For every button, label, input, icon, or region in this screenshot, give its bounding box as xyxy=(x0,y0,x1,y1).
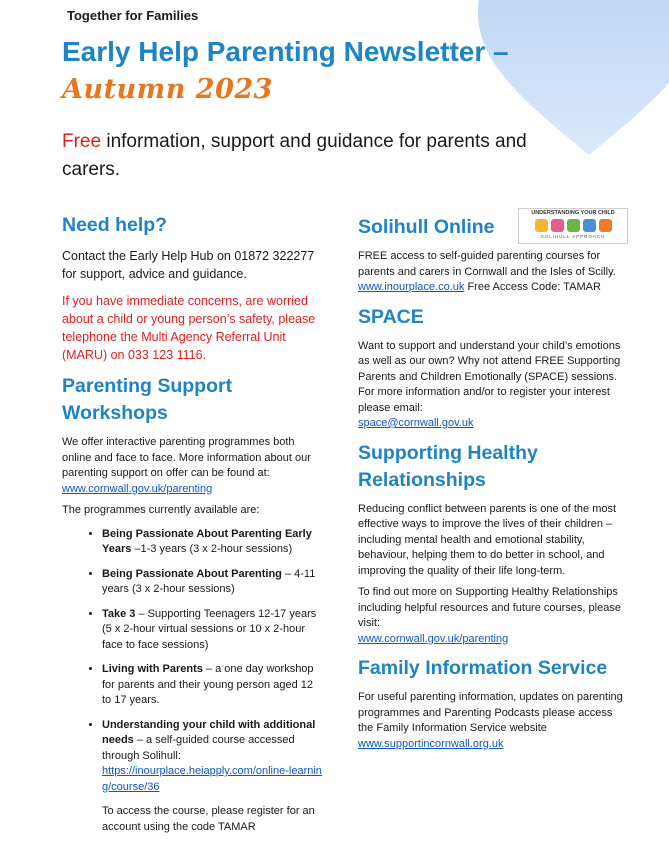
programme-detail: – a one day workshop for parents and their young person aged 12 to 17 years. xyxy=(102,663,314,706)
space-desc: Want to support and understand your child’s emotions as well as our own? Why not attend FREE Supporting Parents and Children Emotionally (SPACE) sessions. For more information and/or to register your interest please email: xyxy=(358,339,621,414)
space-text xyxy=(358,339,628,432)
list-item xyxy=(102,662,324,709)
space-section xyxy=(358,304,628,432)
workshops-heading: Parenting Support Workshops xyxy=(62,375,233,424)
need-help-contact: Contact the Early Help Hub on 01872 322277 for support, advice and guidance. xyxy=(62,249,315,281)
programme-title: Understanding your child with additional needs xyxy=(102,718,316,746)
inourplace-link[interactable]: www.inourplace.co.uk xyxy=(358,281,465,293)
newsletter-title: Early Help Parenting Newsletter – xyxy=(62,36,509,67)
relationships-section xyxy=(358,440,628,648)
programme-title: Living with Parents xyxy=(102,663,203,675)
relationships-desc: To find out more on Supporting Healthy Relationships including helpful resources and future courses, please visit: xyxy=(358,586,621,629)
tagline xyxy=(62,128,582,184)
solihull-course-link[interactable]: https://inourplace.heiapply.com/online-learning/course/36 xyxy=(102,765,322,793)
solihull-section xyxy=(358,208,628,296)
newsletter-subtitle: Autumn 2023 xyxy=(62,74,273,105)
fis-desc: For useful parenting information, updates on parenting programmes and Parenting Podcasts please access the Family Information Service website xyxy=(358,691,623,734)
solihull-code: Free Access Code: TAMAR xyxy=(464,281,601,293)
programme-detail: –1-3 years (3 x 2-hour sessions) xyxy=(131,543,293,555)
programmes-intro: The programmes currently available are: xyxy=(62,504,260,516)
programme-detail: – Supporting Teenagers 12-17 years (5 x 2-hour virtual sessions or 10 x 2-hour face to face sessions) xyxy=(102,607,317,651)
left-column xyxy=(62,212,324,841)
access-note: To access the course, please register for an account using the code TAMAR xyxy=(102,805,315,833)
right-column xyxy=(358,208,628,758)
solihull-desc: FREE access to self-guided parenting courses for parents and carers in Cornwall and the Isles of Scilly. xyxy=(358,250,616,278)
fis-heading: Family Information Service xyxy=(358,657,608,679)
programmes-list xyxy=(62,527,324,796)
list-item xyxy=(102,718,324,796)
relationships-text-2 xyxy=(358,585,628,647)
relationships-heading: Supporting Healthy Relationships xyxy=(358,441,538,491)
list-item xyxy=(102,567,324,598)
workshops-section xyxy=(62,373,324,835)
fis-link[interactable]: www.supportincornwall.org.uk xyxy=(358,737,504,750)
fis-section xyxy=(358,655,628,752)
list-item xyxy=(102,607,324,654)
relationships-link[interactable]: www.cornwall.gov.uk/parenting xyxy=(358,632,509,645)
workshops-intro xyxy=(62,435,324,497)
logo-bottom-text: SOLIHULL APPROACH xyxy=(540,234,606,239)
list-item xyxy=(102,527,324,558)
programme-detail: – a self-guided course accessed through Solihull: xyxy=(102,734,295,762)
tagline-rest: information, support and guidance for parents and carers. xyxy=(62,131,527,180)
relationships-text-1: Reducing conflict between parents is one of the most effective ways to improve the lives of their children – including mental health and emotional stability, behaviour, helping them to do better in school, and improving the quality of their life long-term. xyxy=(358,502,617,577)
maru-alert: If you have immediate concerns, are worried about a child or young person’s safety, please telephone the Multi Agency Referral Unit (MARU) on 033 123 1116. xyxy=(62,294,316,362)
space-heading: SPACE xyxy=(358,305,424,328)
logo-faces-icon xyxy=(535,219,612,232)
organisation-name: Together for Families xyxy=(67,8,199,23)
space-email-link[interactable]: space@cornwall.gov.uk xyxy=(358,417,474,429)
fis-text xyxy=(358,690,628,752)
programme-detail: – 4-11 years (3 x 2-hour sessions) xyxy=(102,567,316,595)
workshops-intro-text: We offer interactive parenting programmes both online and face to face. More information about our parenting support on offer can be found at: xyxy=(62,436,311,479)
tagline-free: Free xyxy=(62,131,102,152)
need-help-heading: Need help? xyxy=(62,214,168,236)
solihull-text xyxy=(358,249,628,296)
solihull-heading: Solihull Online xyxy=(358,216,495,238)
programme-title: Take 3 xyxy=(102,607,136,620)
programme-title: Being Passionate About Parenting Early Years xyxy=(102,527,312,555)
solihull-logo xyxy=(518,208,628,244)
logo-top-text: UNDERSTANDING YOUR CHILD xyxy=(531,210,615,216)
programme-title: Being Passionate About Parenting xyxy=(102,567,282,580)
need-help-section xyxy=(62,212,324,364)
workshops-link[interactable]: www.cornwall.gov.uk/parenting xyxy=(62,482,213,495)
solihull-heading-row xyxy=(358,208,628,249)
